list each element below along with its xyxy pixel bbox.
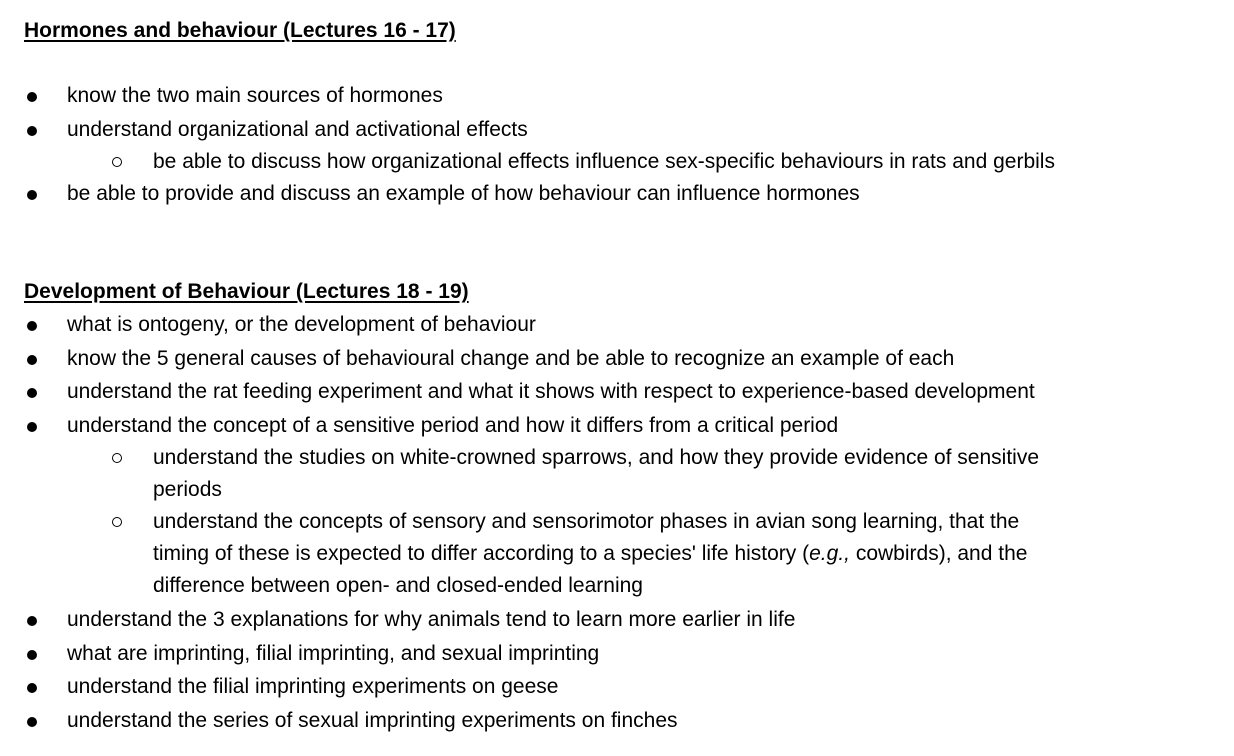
sub-list-item-continuation: difference between open- and closed-ended learning <box>153 574 643 597</box>
bullet-marker <box>27 355 37 365</box>
sub-bullet-marker <box>112 517 122 527</box>
list-item: understand the 3 explanations for why animals tend to learn more earlier in life <box>67 608 796 631</box>
italic-abbreviation: e.g., <box>809 542 850 565</box>
bullet-marker <box>27 616 37 626</box>
list-item: understand the concept of a sensitive period and how it differs from a critical period <box>67 414 839 437</box>
sub-list-item: be able to discuss how organizational effects influence sex-specific behaviours in rats and gerbils <box>153 150 1055 173</box>
text-run: cowbirds), and the <box>850 542 1028 565</box>
list-item: know the 5 general causes of behavioural change and be able to recognize an example of each <box>67 347 955 370</box>
bullet-marker <box>27 650 37 660</box>
list-item: what are imprinting, filial imprinting, and sexual imprinting <box>67 642 600 665</box>
sub-list-item-continuation <box>153 538 1027 570</box>
bullet-marker <box>27 683 37 693</box>
sub-list-item-continuation: periods <box>153 478 222 501</box>
bullet-marker <box>27 92 37 102</box>
list-item: understand the series of sexual imprinting experiments on finches <box>67 709 678 732</box>
sub-bullet-marker <box>112 453 122 463</box>
list-item: know the two main sources of hormones <box>67 84 443 107</box>
bullet-marker <box>27 190 37 200</box>
list-item: be able to provide and discuss an example of how behaviour can influence hormones <box>67 182 860 205</box>
bullet-marker <box>27 126 37 136</box>
bullet-marker <box>27 388 37 398</box>
sub-list-item: understand the concepts of sensory and sensorimotor phases in avian song learning, that the <box>153 510 1020 533</box>
bullet-marker <box>27 717 37 727</box>
bullet-marker <box>27 422 37 432</box>
sub-bullet-marker <box>112 157 122 167</box>
list-item: understand the filial imprinting experiments on geese <box>67 675 559 698</box>
sub-list-item: understand the studies on white-crowned sparrows, and how they provide evidence of sensitive <box>153 446 1040 469</box>
section-heading-hormones: Hormones and behaviour (Lectures 16 - 17) <box>24 19 456 42</box>
list-item: what is ontogeny, or the development of behaviour <box>67 313 536 336</box>
list-item: understand the rat feeding experiment and what it shows with respect to experience-based development <box>67 380 1035 403</box>
text-run: timing of these is expected to differ according to a species' life history ( <box>153 542 810 565</box>
bullet-marker <box>27 321 37 331</box>
section-heading-development: Development of Behaviour (Lectures 18 - 19) <box>24 280 469 303</box>
list-item: understand organizational and activational effects <box>67 118 528 141</box>
